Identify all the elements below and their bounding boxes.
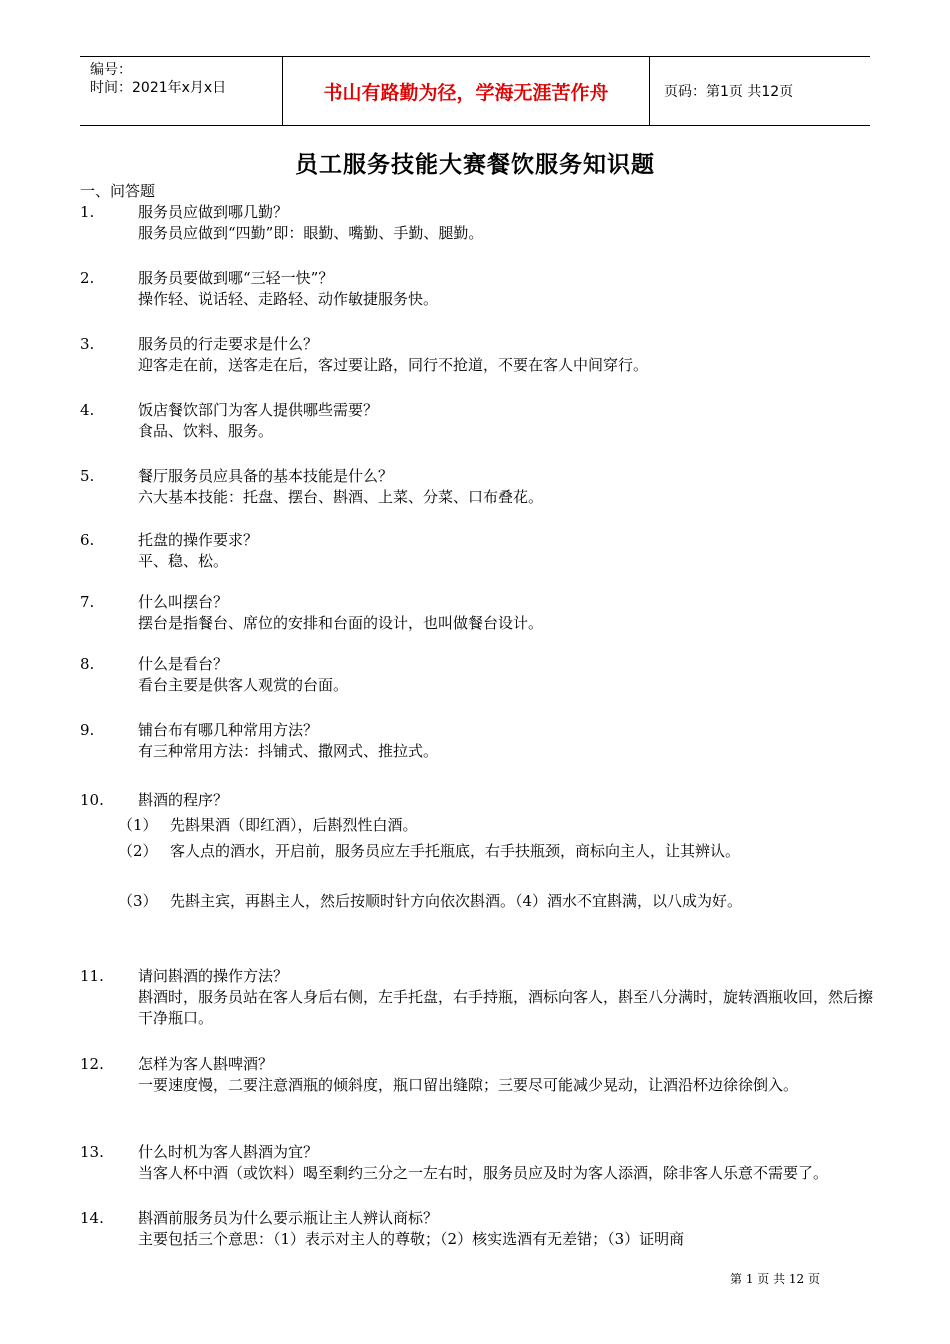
question-text: 斟酒前服务员为什么要示瓶让主人辨认商标？ bbox=[138, 1209, 439, 1227]
question-text: 服务员应做到哪几勤？ bbox=[138, 203, 289, 221]
question-3 bbox=[80, 334, 880, 376]
q10-step-2 bbox=[118, 841, 878, 862]
answer-text: 平、稳、松。 bbox=[138, 552, 229, 570]
question-number: 5. bbox=[80, 467, 95, 485]
question-number: 7. bbox=[80, 593, 95, 611]
answer-text: 当客人杯中酒（或饮料）喝至剩约三分之一左右时，服务员应及时为客人添酒，除非客人乐意不需要了。 bbox=[138, 1164, 829, 1182]
question-number: 14. bbox=[80, 1209, 104, 1227]
question-number: 11. bbox=[80, 967, 104, 985]
question-5 bbox=[80, 466, 880, 508]
header-meta bbox=[80, 57, 282, 125]
step-text: 先斟果酒（即红酒），后斟烈性白酒。 bbox=[170, 816, 418, 834]
step-mark: （2） bbox=[118, 842, 158, 860]
answer-text: 操作轻、说话轻、走路轻、动作敏捷服务快。 bbox=[138, 290, 439, 308]
question-text: 服务员的行走要求是什么？ bbox=[138, 335, 319, 353]
step-mark: （1） bbox=[118, 816, 158, 834]
question-12 bbox=[80, 1054, 880, 1096]
question-1 bbox=[80, 202, 880, 244]
question-text: 什么是看台？ bbox=[138, 655, 229, 673]
section-heading: 一、问答题 bbox=[80, 182, 156, 200]
question-text: 怎样为客人斟啤酒？ bbox=[138, 1055, 274, 1073]
question-4 bbox=[80, 400, 880, 442]
answer-text: 迎客走在前，送客走在后，客过要让路，同行不抢道，不要在客人中间穿行。 bbox=[138, 356, 649, 374]
answer-text: 斟酒时，服务员站在客人身后右侧，左手托盘，右手持瓶，酒标向客人，斟至八分满时，旋转酒瓶收回，然后擦干净瓶口。 bbox=[138, 988, 874, 1027]
question-number: 4. bbox=[80, 401, 95, 419]
question-10 bbox=[80, 790, 880, 811]
question-9 bbox=[80, 720, 880, 762]
page-title: 员工服务技能大赛餐饮服务知识题 bbox=[295, 152, 655, 178]
answer-text: 主要包括三个意思：（1）表示对主人的尊敬；（2）核实选酒有无差错；（3）证明商 bbox=[138, 1230, 685, 1248]
answer-text: 一要速度慢，二要注意酒瓶的倾斜度，瓶口留出缝隙；三要尽可能减少晃动，让酒沿杯边徐徐倒入。 bbox=[138, 1076, 799, 1094]
page-footer: 第 1 页 共 12 页 bbox=[730, 1272, 820, 1286]
question-8 bbox=[80, 654, 880, 696]
question-2 bbox=[80, 268, 880, 310]
question-text: 什么时机为客人斟酒为宜？ bbox=[138, 1143, 319, 1161]
question-7 bbox=[80, 592, 880, 634]
question-number: 6. bbox=[80, 531, 95, 549]
answer-text: 看台主要是供客人观赏的台面。 bbox=[138, 676, 349, 694]
question-text: 请问斟酒的操作方法？ bbox=[138, 967, 289, 985]
document-header bbox=[80, 56, 870, 126]
question-text: 餐厅服务员应具备的基本技能是什么？ bbox=[138, 467, 394, 485]
question-14 bbox=[80, 1208, 880, 1250]
question-text: 服务员要做到哪“三轻一快”？ bbox=[138, 269, 334, 287]
question-number: 9. bbox=[80, 721, 95, 739]
question-number: 10. bbox=[80, 791, 104, 809]
question-13 bbox=[80, 1142, 880, 1184]
question-text: 什么叫摆台？ bbox=[138, 593, 229, 611]
step-text: 先斟主宾，再斟主人，然后按顺时针方向依次斟酒。（4）酒水不宜斟满，以八成为好。 bbox=[170, 892, 743, 910]
answer-text: 摆台是指餐台、席位的安排和台面的设计，也叫做餐台设计。 bbox=[138, 614, 544, 632]
question-11 bbox=[80, 966, 880, 1029]
header-page-info: 页码：第1页 共12页 bbox=[664, 84, 794, 100]
header-motto: 书山有路勤为径，学海无涯苦作舟 bbox=[282, 57, 650, 125]
question-number: 3. bbox=[80, 335, 95, 353]
date-label: 时间：2021年x月x日 bbox=[90, 80, 227, 96]
number-label: 编号： bbox=[90, 62, 132, 78]
question-6 bbox=[80, 530, 880, 572]
answer-text: 食品、饮料、服务。 bbox=[138, 422, 274, 440]
question-text: 饭店餐饮部门为客人提供哪些需要？ bbox=[138, 401, 379, 419]
answer-text: 六大基本技能：托盘、摆台、斟酒、上菜、分菜、口布叠花。 bbox=[138, 488, 544, 506]
question-text: 斟酒的程序？ bbox=[138, 791, 229, 809]
question-number: 2. bbox=[80, 269, 95, 287]
answer-text: 服务员应做到“四勤”即：眼勤、嘴勤、手勤、腿勤。 bbox=[138, 224, 484, 242]
q10-step-3 bbox=[118, 891, 878, 912]
answer-text: 有三种常用方法：抖铺式、撒网式、推拉式。 bbox=[138, 742, 439, 760]
question-number: 8. bbox=[80, 655, 95, 673]
question-number: 1. bbox=[80, 203, 95, 221]
q10-step-1 bbox=[118, 815, 878, 836]
question-number: 12. bbox=[80, 1055, 104, 1073]
question-text: 托盘的操作要求？ bbox=[138, 531, 259, 549]
step-mark: （3） bbox=[118, 892, 158, 910]
question-number: 13. bbox=[80, 1143, 104, 1161]
question-text: 铺台布有哪几种常用方法？ bbox=[138, 721, 319, 739]
step-text: 客人点的酒水，开启前，服务员应左手托瓶底，右手扶瓶颈，商标向主人，让其辨认。 bbox=[170, 842, 741, 860]
